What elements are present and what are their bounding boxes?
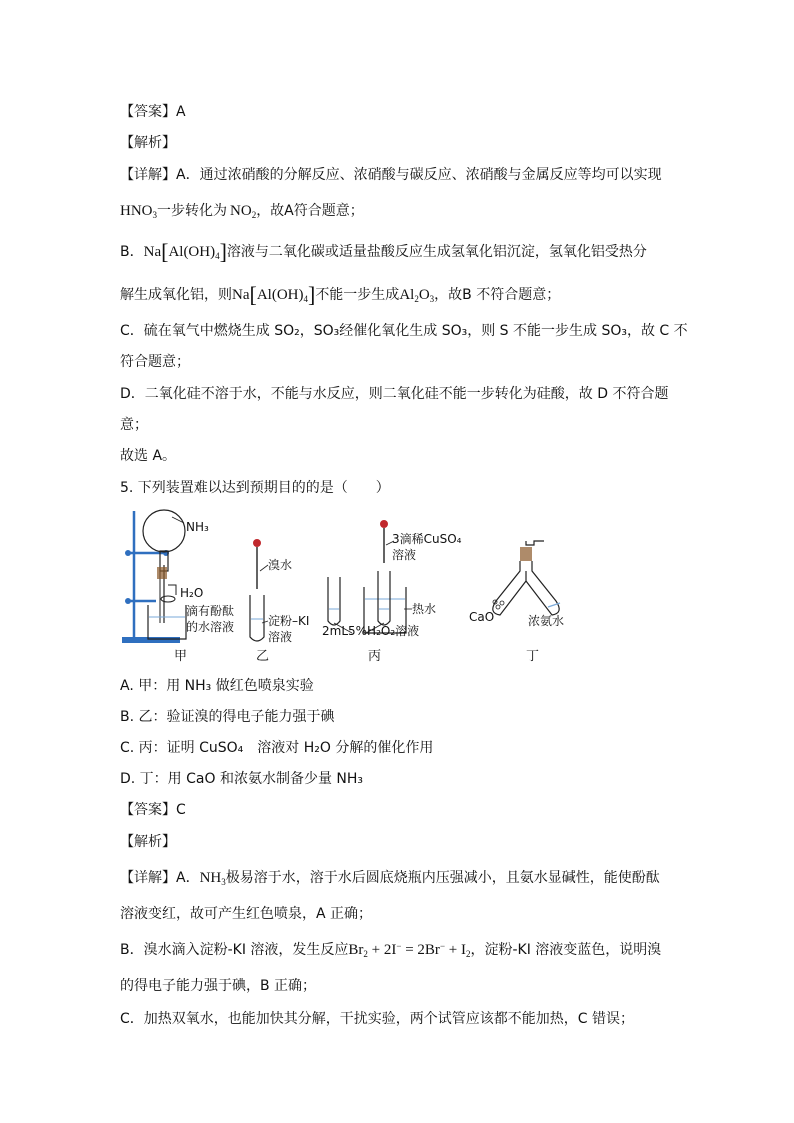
label-starch-ki-1: 淀粉–KI <box>268 614 310 628</box>
detail-text: ，故A符合题意； <box>256 203 364 219</box>
analysis-heading-2: 【解析】 <box>120 834 176 850</box>
analysis-heading-1: 【解析】 <box>120 135 176 151</box>
option-b: B. 乙：验证溴的得电子能力强于碘 <box>120 709 335 725</box>
label-starch-ki-2: 溶液 <box>268 630 293 644</box>
detail-tag: 【详解】 <box>120 167 176 183</box>
outlet-tube <box>526 541 544 545</box>
detail2-line-a2: 溶液变红，故可产生红色喷泉，A 正确； <box>120 906 373 922</box>
detail-text: B．溴水滴入淀粉-KI 溶液，发生反应 <box>120 942 349 958</box>
detail1-line-a1 <box>120 165 662 185</box>
detail-text: 极易溶于水，溶于水后圆底烧瓶内压强减小，且氨水显碱性，能使酚酞 <box>225 870 660 886</box>
y-tube-right-arm <box>526 561 559 615</box>
apparatus-figure <box>116 505 586 665</box>
formula-no2: $NO_2$ <box>230 203 257 220</box>
label-bromine-water: 溴水 <box>268 558 293 572</box>
detail1-line-c2: 符合题意； <box>120 354 190 370</box>
formula-hno3: $HNO_3$ <box>120 203 157 220</box>
reaction-equation: $Br_2 + 2I^- = 2Br^- + I_2$ <box>348 941 471 959</box>
detail-text: ，故B 不符合题意； <box>434 287 561 303</box>
detail2-line-b2: 的得电子能力强于碘，B 正确； <box>120 978 317 994</box>
label-cuso4-drops-2: 溶液 <box>392 548 417 562</box>
detail-tag: 【详解】 <box>120 870 176 886</box>
label-h2o: H₂O <box>180 586 204 600</box>
rubber-stopper <box>157 567 167 579</box>
dropper-bulb-red <box>380 520 388 528</box>
formula-na-al-oh4: $Na[Al(OH)_4]$ <box>143 239 227 264</box>
answer-heading-1: 【答案】A <box>120 104 186 120</box>
caption-bing: 丙 <box>368 649 382 664</box>
dropper-bulb <box>161 596 175 602</box>
detail-text: 解生成氧化铝，则 <box>120 287 232 303</box>
option-c: C. 丙：证明 CuSO₄ 溶液对 H₂O 分解的催化作用 <box>120 740 434 756</box>
detail-text: ，淀粉-KI 溶液变蓝色，说明溴 <box>470 942 662 958</box>
test-tube-right <box>378 571 390 625</box>
caption-yi: 乙 <box>256 649 270 664</box>
detail-text: A．通过浓硝酸的分解反应、浓硝酸与碳反应、浓硝酸与金属反应等均可以实现 <box>176 167 662 183</box>
stopper <box>520 547 532 561</box>
test-tube <box>250 595 264 641</box>
detail1-line-c1: C．硫在氧气中燃烧生成 SO₂，SO₃经催化氧化生成 SO₃，则 S 不能一步生成 SO₃，故 C 不 <box>120 323 688 339</box>
beaker <box>148 605 186 639</box>
detail2-line-c1: C．加热双氧水，也能加快其分解，干扰实验，两个试管应该都不能加热，C 错误； <box>120 1011 634 1027</box>
option-prefix: A． <box>176 870 200 886</box>
apparatus-jia <box>122 510 234 664</box>
label-cao: CaO <box>469 610 495 624</box>
detail1-line-d2: 意； <box>120 417 148 433</box>
test-tube-left <box>328 577 340 625</box>
apparatus-yi <box>250 539 309 664</box>
caption-jia: 甲 <box>174 649 188 664</box>
option-d: D. 丁：用 CaO 和浓氨水制备少量 NH₃ <box>120 771 364 787</box>
apparatus-bing <box>322 520 462 664</box>
label-conc-ammonia: 浓氨水 <box>528 614 565 628</box>
label-nh3: NH₃ <box>186 520 209 534</box>
label-hot-water: 热水 <box>412 602 437 616</box>
option-a: A. 甲：用 NH₃ 做红色喷泉实验 <box>120 678 314 694</box>
detail-text: 不能一步生成 <box>315 287 400 303</box>
option-prefix: B． <box>120 244 144 260</box>
formula-na-al-oh4: $Na[Al(OH)_4]$ <box>232 282 316 307</box>
label-h2o2-solution: 2mL5%H₂O₂溶液 <box>322 624 420 638</box>
label-phenolphthalein-2: 的水溶液 <box>186 620 235 634</box>
detail2-line-b1 <box>120 940 661 960</box>
formula-nh3: $NH_3$ <box>199 870 226 887</box>
detail-text: 一步转化为 <box>157 203 227 219</box>
detail-text: 溶液与二氧化碳或适量盐酸反应生成氢氧化铝沉淀，氢氧化铝受热分 <box>226 244 647 260</box>
stand-base <box>122 637 180 643</box>
detail1-line-b1 <box>120 239 647 264</box>
conclusion-line: 故选 A。 <box>120 448 177 464</box>
round-flask <box>143 510 185 552</box>
detail2-line-a1 <box>120 868 660 888</box>
y-tube-left-arm <box>493 561 526 615</box>
label-phenolphthalein-1: 滴有酚酞 <box>186 604 235 618</box>
label-cuso4-drops-1: 3滴稀CuSO₄ <box>392 532 462 546</box>
detail1-line-b2 <box>120 282 561 307</box>
apparatus-ding <box>469 541 564 664</box>
answer-heading-2: 【答案】C <box>120 802 186 818</box>
detail1-line-d1: D．二氧化硅不溶于水，不能与水反应，则二氧化硅不能一步转化为硅酸，故 D 不符合题 <box>120 386 669 402</box>
formula-al2o3: $Al_2O_3$ <box>399 287 435 304</box>
detail1-line-a2 <box>120 201 364 221</box>
question5-stem: 5. 下列装置难以达到预期目的的是（ ） <box>120 480 390 496</box>
caption-ding: 丁 <box>526 649 540 664</box>
dropper-bulb-red <box>253 539 261 547</box>
